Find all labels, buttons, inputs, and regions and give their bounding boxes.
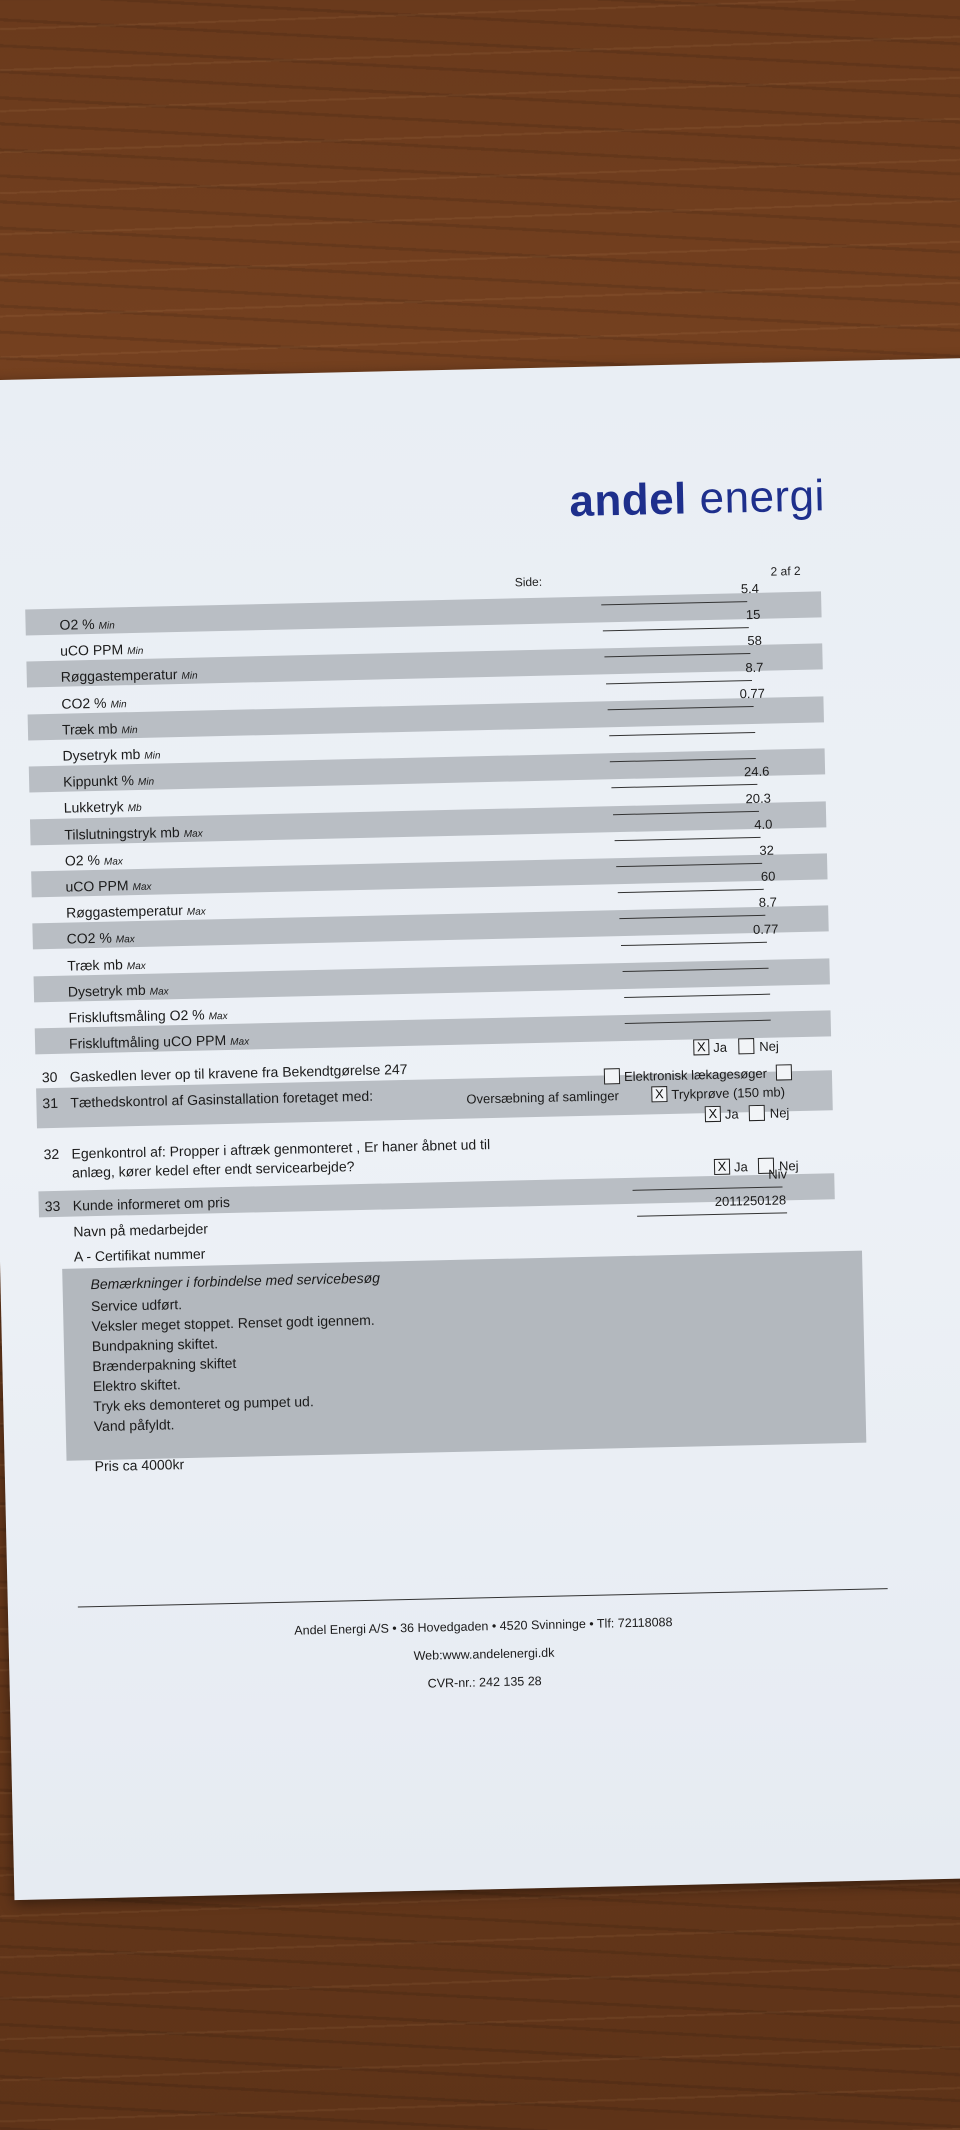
measurement-underline [625,1020,771,1024]
remark-line: Bundpakning skiftet. [91,1335,219,1355]
document-page [0,358,960,1899]
measurement-suffix: Min [110,698,127,711]
measurement-label-text: uCO PPM [59,641,124,659]
measurement-suffix: Max [183,828,203,840]
measurement-underline [603,627,749,631]
nej-label: Nej [778,1158,799,1174]
certificate-value: 2011250128 [714,1192,787,1209]
measurement-label [62,745,160,763]
measurement-label [69,1032,249,1052]
footer-cvr: CVR-nr.: 242 135 28 [427,1674,542,1691]
remark-line: Brænderpakning skiftet [92,1354,237,1375]
footer-address: Andel Energi A/S • 36 Hovedgaden • 4520 Svinninge • Tlf: 72118088 [294,1615,673,1638]
measurement-underline [624,994,770,998]
measurement-underline [622,968,768,972]
measurement-label [67,955,146,973]
measurement-value: 24.6 [743,764,770,780]
logo-word-andel: andel [568,474,688,527]
measurement-label-text: Tilslutningstryk mb [64,823,180,843]
section-text-line2: anlæg, kører kedel efter endt servicearbejde? [71,1158,355,1181]
measurement-value: 0.77 [739,685,766,702]
measurement-label-text: Kippunkt % [62,772,135,790]
measurement-underline [612,784,758,788]
measurement-label [65,877,151,895]
measurement-underline [621,941,767,945]
measurement-label-text: Røggastemperatur [65,902,183,921]
section-number: 30 [41,1068,58,1086]
certificate-underline [637,1212,787,1216]
soap-test-checkbox[interactable]: X [651,1086,667,1102]
electronic-leak-label: Elektronisk lækagesøger [623,1065,768,1085]
measurement-label-text: Friskluftsmåling O2 % [68,1006,205,1026]
measurement-label-text: Røggastemperatur [60,666,178,686]
measurement-value: 4.0 [754,816,773,832]
measurement-label [61,666,198,685]
measurement-value: 58 [747,633,763,649]
measurement-suffix: Max [132,881,152,894]
remark-line: Veksler meget stoppet. Renset godt igennem. [91,1311,375,1335]
section-text-line1: Egenkontrol af: Propper i aftræk genmonteret , Er haner åbnet ud til [71,1136,491,1162]
measurement-suffix: Max [186,906,206,919]
page-label: Side: [514,574,543,590]
measurement-underline [609,732,755,736]
measurement-suffix: Mb [127,803,142,815]
measurement-label-text: Lukketryk [63,798,124,817]
measurement-value: 8.7 [758,894,778,911]
extra-checkbox[interactable] [776,1064,792,1080]
ja-checkbox[interactable]: X [714,1159,730,1175]
footer-web: Web:www.andelenergi.dk [413,1645,555,1663]
measurement-suffix: Max [230,1036,250,1049]
remark-line: Elektro skiftet. [92,1376,181,1395]
employee-label: Navn på medarbejder [73,1220,209,1240]
measurement-label-text: O2 % [64,851,101,869]
measurement-label [64,798,142,816]
ja-checkbox[interactable]: X [693,1039,709,1055]
ja-label: Ja [733,1159,748,1175]
footer-rule [78,1588,888,1607]
measurement-label-text: CO2 % [66,929,112,948]
measurement-label-text: CO2 % [61,694,107,712]
nej-label: Nej [759,1038,779,1054]
paper-sheet [0,358,960,1900]
measurement-suffix: Min [137,776,155,789]
measurement-value: 20.3 [745,790,772,806]
measurement-value: 60 [760,868,776,885]
ja-label: Ja [713,1039,728,1055]
measurement-underline [610,758,756,762]
nej-label: Nej [769,1105,790,1121]
remarks-header: Bemærkninger i forbindelse med servicebesøg [90,1269,381,1293]
certificate-label: A - Certifikat nummer [73,1245,206,1265]
soap-test-label: Oversæbning af samlinger [466,1088,620,1107]
ja-label: Ja [724,1106,739,1122]
nej-checkbox[interactable] [738,1038,754,1054]
measurement-suffix: Max [103,856,124,868]
employee-name-value: Niv [768,1166,788,1182]
measurement-suffix: Min [127,646,144,658]
measurement-label [66,902,206,921]
measurement-suffix: Min [121,724,138,737]
measurement-underline [604,653,750,657]
section-text: Kunde informeret om pris [72,1193,231,1214]
measurement-suffix: Max [208,1011,228,1023]
employee-underline [633,1186,783,1190]
remark-line: Service udført. [90,1296,183,1315]
measurement-suffix: Max [149,986,169,998]
measurement-label [60,641,143,659]
measurement-suffix: Min [144,750,161,762]
electronic-leak-checkbox[interactable] [604,1068,620,1084]
remarks-box [62,1251,866,1475]
section-text: Tæthedskontrol af Gasinstallation foretaget med: [70,1087,374,1111]
measurement-underline [601,601,747,605]
section-number: 32 [43,1145,60,1163]
logo-word-energi: energi [699,471,826,524]
measurement-underline [607,706,753,710]
measurement-label [62,720,138,738]
measurement-label-text: Træk mb [61,720,118,738]
measurement-label [65,851,123,868]
measurement-value: 5.4 [740,580,760,597]
pressure-test-label: Trykprøve (150 mb) [671,1084,786,1102]
measurement-suffix: Max [115,934,135,946]
measurement-suffix: Min [181,670,198,683]
measurement-suffix: Max [126,960,146,972]
measurement-label-text: O2 % [59,615,95,633]
section-number: 33 [44,1197,61,1215]
section-text: Gaskedlen lever op til kravene fra Bekendtgørelse 247 [69,1060,408,1085]
measurement-underline [616,863,762,867]
measurement-label [64,823,203,842]
measurement-underline [606,680,752,684]
nej-checkbox[interactable] [749,1105,765,1121]
measurement-label [68,1006,227,1026]
page-number: 2 af 2 [770,563,801,579]
measurement-underline [619,915,765,919]
measurement-value: 15 [745,606,761,623]
measurement-label-text: uCO PPM [65,877,129,895]
ja-checkbox[interactable]: X [705,1106,721,1122]
measurement-label-text: Dysetryk mb [62,745,141,764]
measurement-label-text: Friskluftmåling uCO PPM [68,1032,227,1052]
measurement-value: 0.77 [752,921,779,937]
measurement-underline [618,889,764,893]
measurement-underline [615,837,761,841]
measurement-suffix: Min [98,620,115,632]
measurement-label [68,981,169,999]
measurement-label-text: Træk mb [67,955,123,974]
measurement-label-text: Dysetryk mb [67,981,146,1000]
measurement-label [59,615,114,632]
remark-line: Vand påfyldt. [93,1416,175,1435]
measurement-value: 32 [759,842,775,858]
measurement-underline [613,810,759,814]
measurement-label [61,694,127,711]
remark-line: Tryk eks demonteret og pumpet ud. [93,1393,314,1415]
company-logo [569,471,826,527]
measurement-label [67,929,135,947]
section-number: 31 [42,1094,59,1112]
measurement-label [63,772,154,790]
remark-line: Pris ca 4000kr [94,1456,185,1475]
measurement-value: 8.7 [745,659,764,675]
